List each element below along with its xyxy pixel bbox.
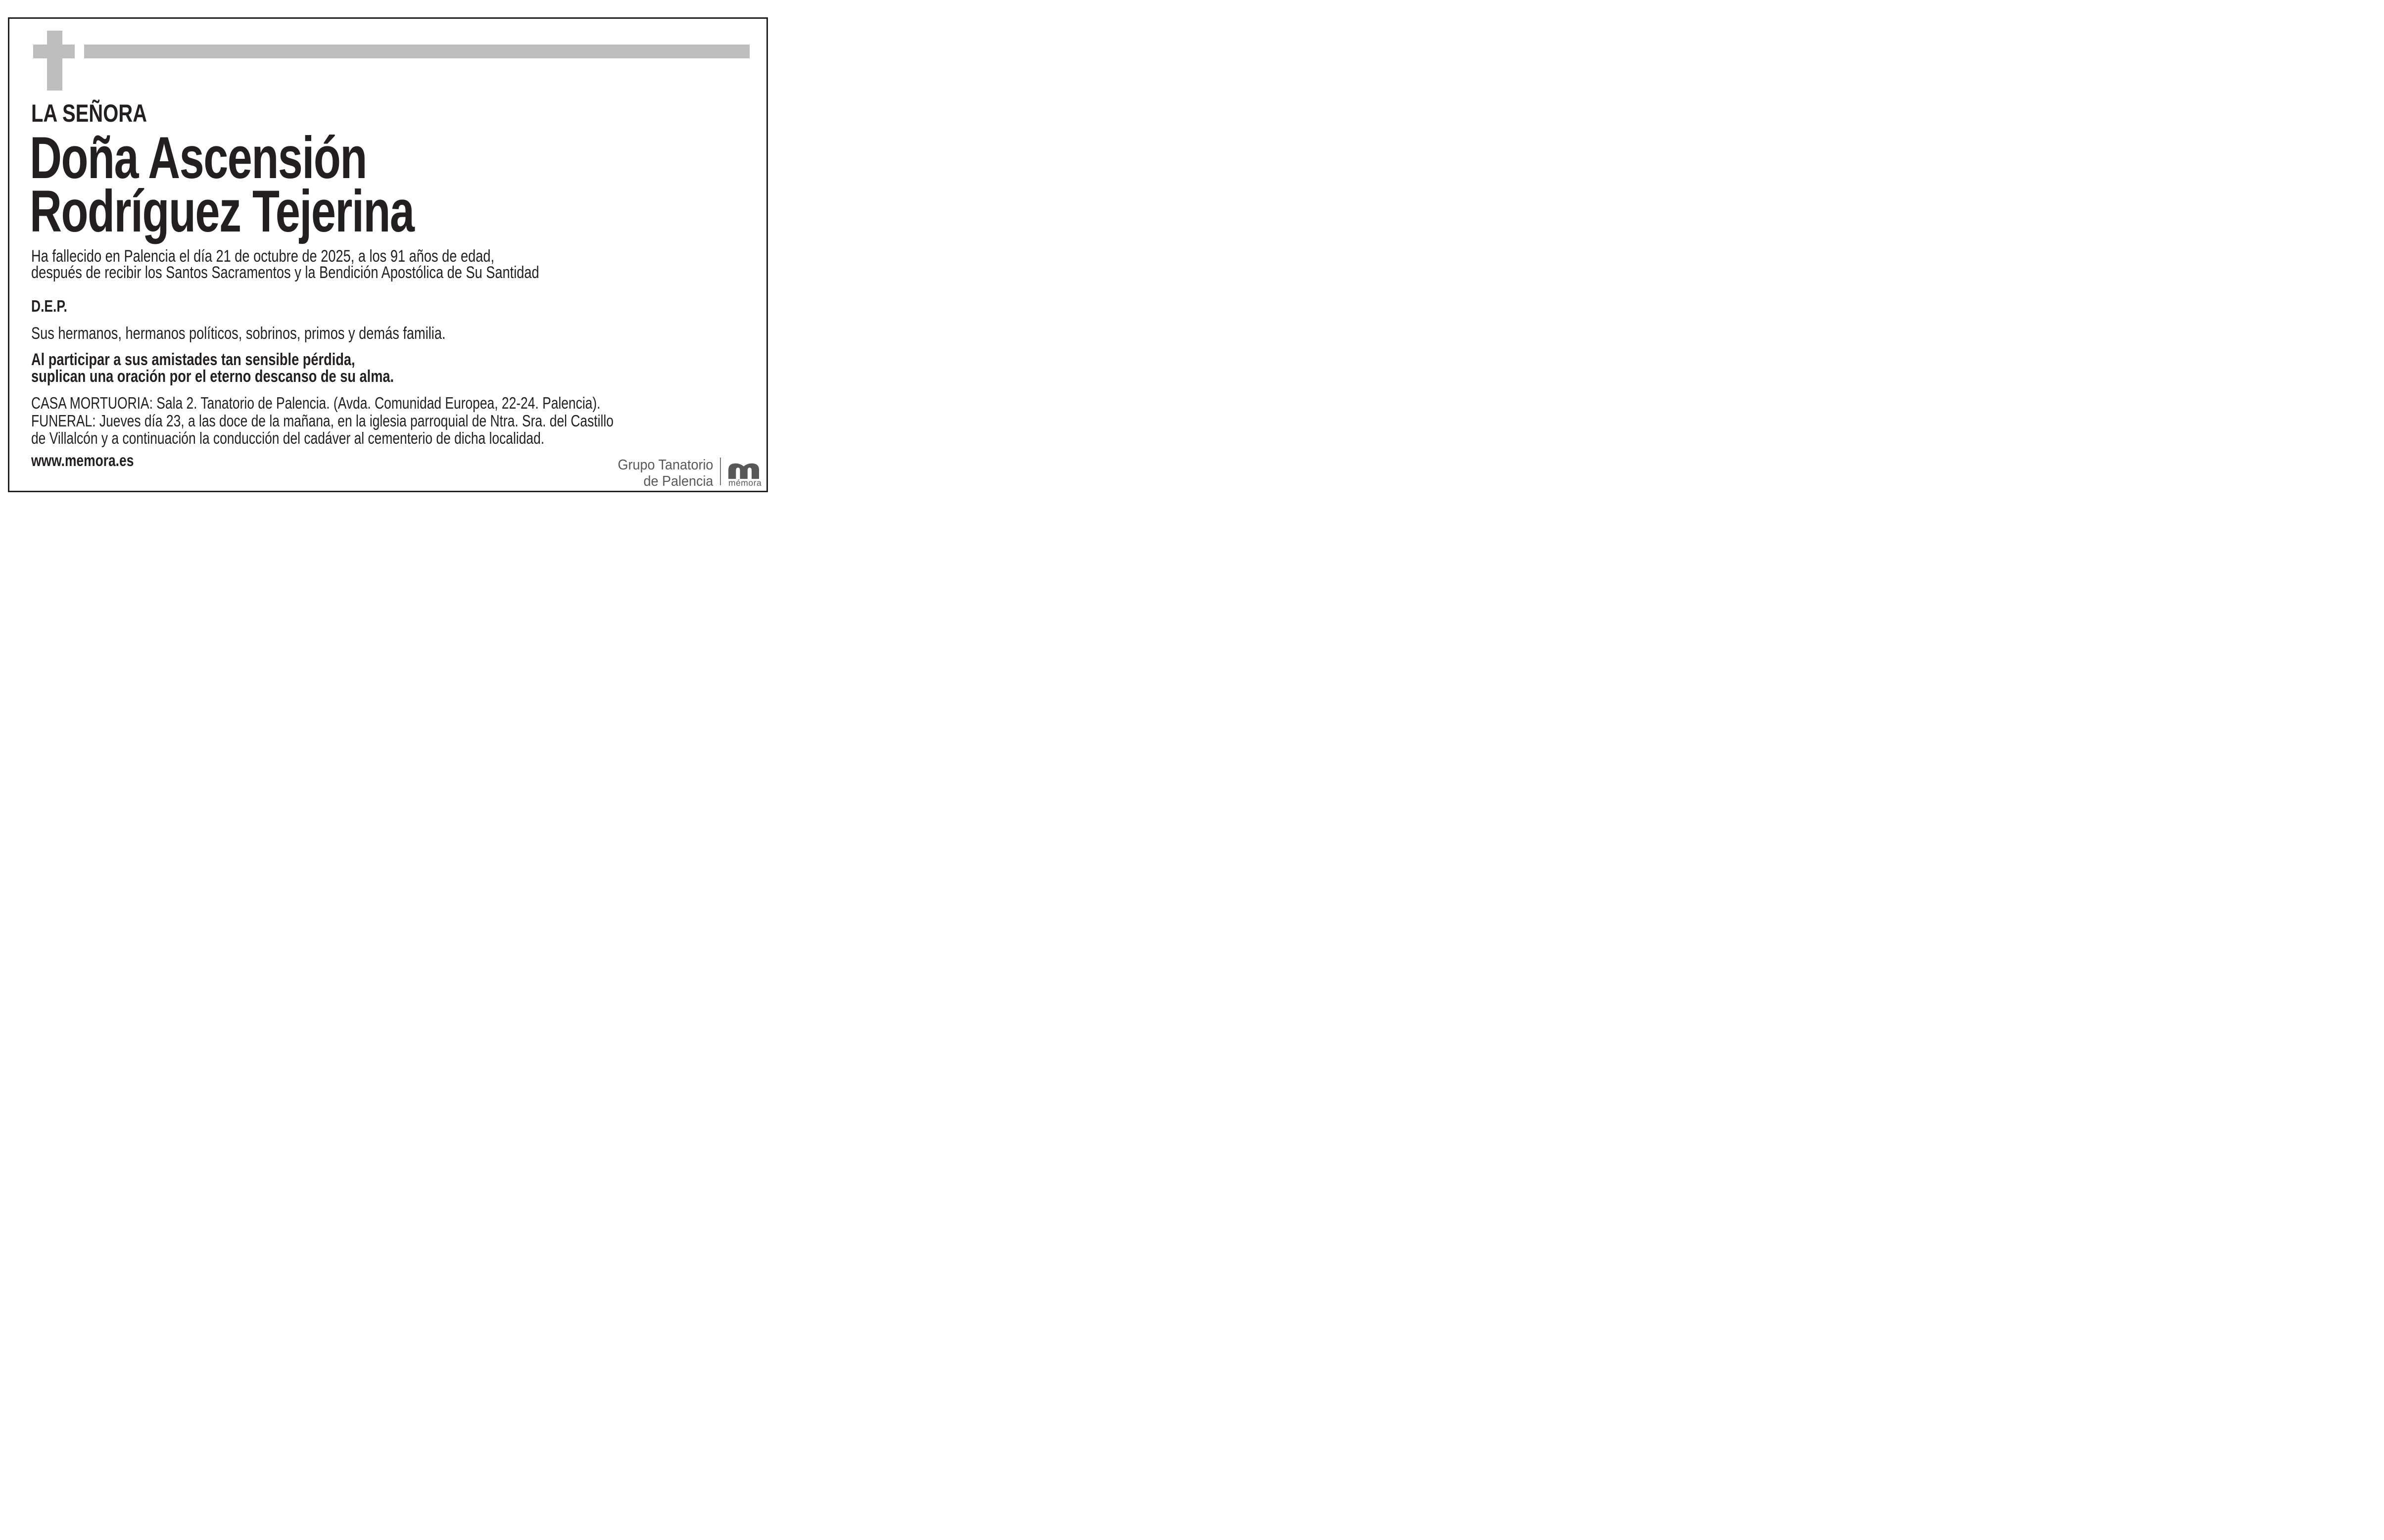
dep-text: D.E.P. <box>31 297 67 315</box>
family-line-text: Sus hermanos, hermanos políticos, sobrinos, primos y demás familia. <box>31 324 446 343</box>
cross-vertical-bar <box>47 31 62 91</box>
death-announcement <box>31 248 666 281</box>
mortuary-line: CASA MORTUORIA: Sala 2. Tanatorio de Palencia. (Avda. Comunidad Europea, 22-24. Palencia). <box>31 394 601 412</box>
condolence-request <box>31 351 484 385</box>
group-name-line2: de Palencia <box>643 473 713 489</box>
deceased-name-line2: Rodríguez Tejerina <box>30 178 414 244</box>
funeral-line1: FUNERAL: Jueves día 23, a las doce de la mañana, en la iglesia parroquial de Ntra. Sra. del Castillo <box>31 411 614 430</box>
website-url <box>31 451 159 470</box>
service-info <box>31 394 759 447</box>
footer-divider <box>720 458 721 485</box>
death-announcement-line1: Ha fallecido en Palencia el día 21 de octubre de 2025, a los 91 años de edad, <box>31 247 495 266</box>
death-announcement-line2: después de recibir los Santos Sacramentos y la Bendición Apostólica de Su Santidad <box>31 263 539 282</box>
family-line <box>31 324 549 343</box>
website-url-text: www.memora.es <box>31 451 134 469</box>
cross-horizontal-bar <box>33 45 75 58</box>
deceased-name <box>30 125 542 244</box>
memora-m-icon <box>728 463 759 479</box>
condolence-line2: suplican una oración por el eterno descanso de su alma. <box>31 367 394 386</box>
funeral-line2: de Villalcón y a continuación la conducción del cadáver al cementerio de dicha localidad. <box>31 429 545 447</box>
dep-abbreviation <box>31 297 76 316</box>
memora-wordmark: mémora <box>728 478 762 488</box>
header-gray-bar <box>84 45 750 58</box>
group-name-line1: Grupo Tanatorio <box>618 457 713 473</box>
deceased-name-line1: Doña Ascensión <box>30 125 367 191</box>
esquela-page <box>0 0 776 501</box>
condolence-line1: Al participar a sus amistades tan sensible pérdida, <box>31 350 355 369</box>
funeral-group-name <box>611 457 713 490</box>
honorific-text: LA SEÑORA <box>31 99 147 127</box>
honorific-title <box>31 99 176 128</box>
